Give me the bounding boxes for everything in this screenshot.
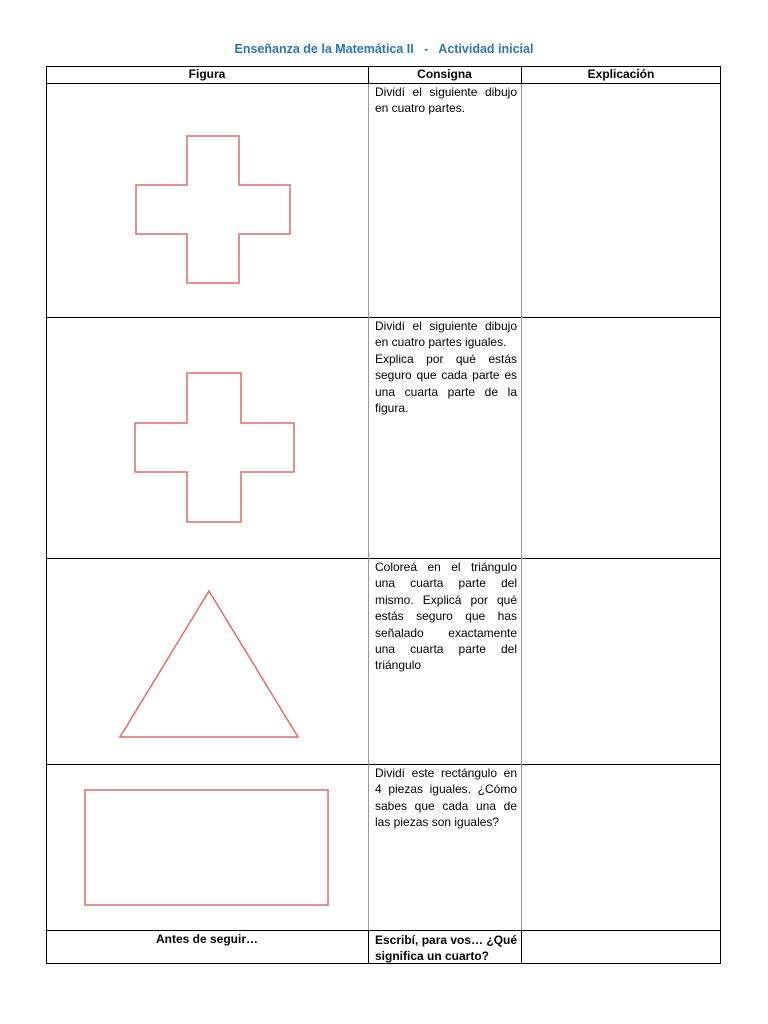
footer-consigna: Escribí, para vos… ¿Qué significa un cuarto? xyxy=(375,933,518,963)
triangle-shape xyxy=(120,591,298,737)
page-title: Enseñanza de la Matemática II - Actividad inicial xyxy=(234,42,534,56)
consigna-row-2 xyxy=(375,318,517,416)
explicacion-cell-4[interactable] xyxy=(522,765,720,930)
footer-answer-cell[interactable] xyxy=(522,931,720,963)
consigna-text: Dividí el siguiente dibujo en cuatro partes iguales. xyxy=(375,319,517,350)
header-explicacion: Explicación xyxy=(587,67,655,81)
cross-figure xyxy=(46,84,368,317)
explicacion-cell-3[interactable] xyxy=(522,559,720,764)
explicacion-cell-2[interactable] xyxy=(522,318,720,558)
consigna-text: Explica por qué estás seguro que cada parte es una cuarta parte de la figura. xyxy=(375,351,517,416)
cross-figure xyxy=(46,318,368,558)
rectangle-shape xyxy=(85,790,328,905)
rectangle-figure xyxy=(46,765,368,930)
consigna-text: Coloreá en el triángulo una cuarta parte del mismo. Explicá por qué estás seguro que has señalado exactamente una cuarta parte del triángulo xyxy=(375,560,517,673)
footer-label: Antes de seguir… xyxy=(155,932,259,946)
consigna-text: Dividí el siguiente dibujo en cuatro partes. xyxy=(375,85,517,116)
activity-table xyxy=(46,66,721,964)
consigna-row-3 xyxy=(375,559,517,674)
triangle-figure xyxy=(46,559,368,764)
consigna-row-1 xyxy=(375,84,517,117)
column-divider xyxy=(368,930,369,964)
consigna-row-4 xyxy=(375,765,517,831)
header-consigna: Consigna xyxy=(417,67,472,81)
cross-shape xyxy=(136,136,290,283)
column-divider xyxy=(368,84,369,930)
cross-shape xyxy=(135,373,294,522)
consigna-text: Dividí este rectángulo en 4 piezas iguales. ¿Cómo sabes que cada una de las piezas son iguales? xyxy=(375,766,517,830)
header-figura: Figura xyxy=(188,67,226,81)
table-border-right xyxy=(720,66,721,964)
explicacion-cell-1[interactable] xyxy=(522,84,720,317)
